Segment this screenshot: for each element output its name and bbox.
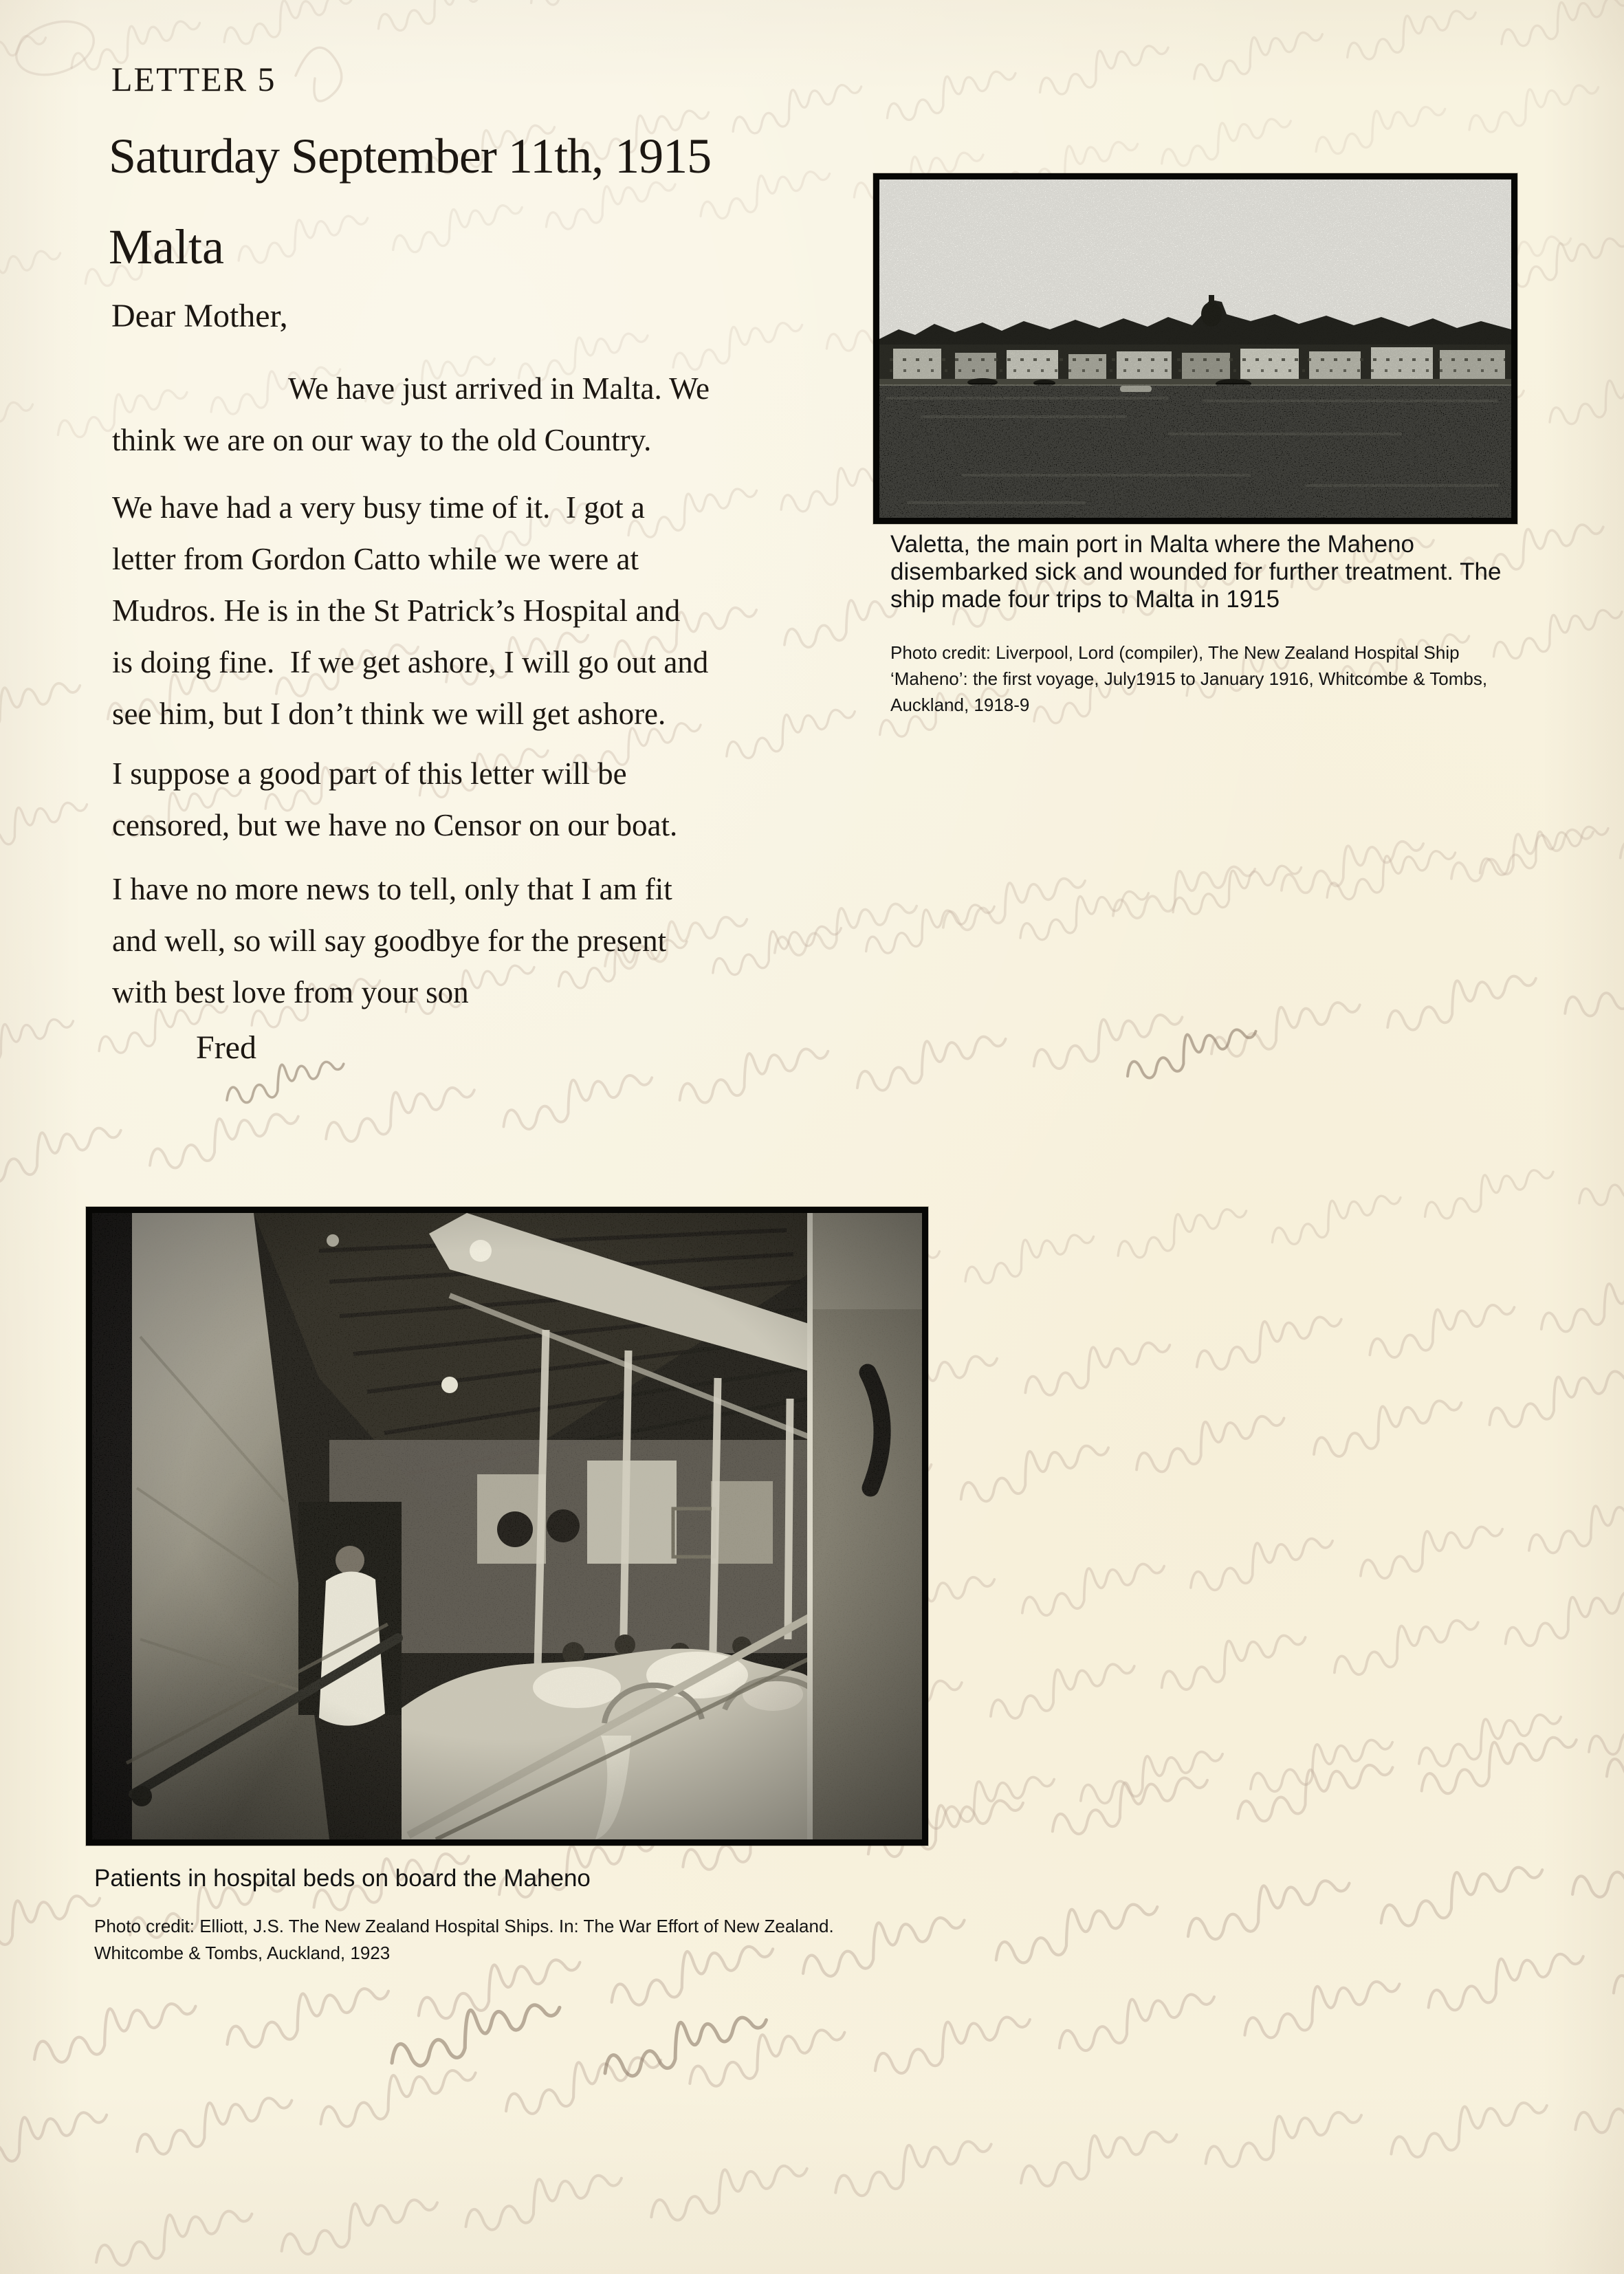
valetta-harbour-image xyxy=(879,179,1511,518)
photo-valetta-caption: Valetta, the main port in Malta where the Maheno disembarked sick and wounded for further treatment. The ship made four trips to Malta in 1915 xyxy=(890,531,1502,613)
photo-valetta-credit: Photo credit: Liverpool, Lord (compiler), The New Zealand Hospital Ship ‘Maheno’: the first voyage, July1915 to January 1916, Whitcombe & Tombs, Auckland, 1918-9 xyxy=(890,642,1488,715)
letter-signature: Fred xyxy=(196,1029,256,1066)
letter-line: We have just arrived in Malta. We xyxy=(288,371,710,406)
photo-ward-credit: Photo credit: Elliott, J.S. The New Zealand Hospital Ships. In: The War Effort of New Zealand. Whitcombe & Tombs, Auckland, 1923 xyxy=(94,1916,834,1963)
letter-paragraph-2 xyxy=(112,482,708,740)
letter-line: with best love from your son xyxy=(112,975,469,1009)
letter-line: think we are on our way to the old Country. xyxy=(112,423,652,457)
letter-line: is doing fine. If we get ashore, I will go out and xyxy=(112,645,709,679)
hospital-ward-image xyxy=(92,1213,922,1839)
letter-paragraph-1 xyxy=(112,363,710,466)
photo-ward-caption: Patients in hospital beds on board the Maheno xyxy=(94,1865,591,1892)
letter-paragraph-4 xyxy=(112,864,672,1018)
letter-line: We have had a very busy time of it. I got a xyxy=(112,490,645,525)
sea-grain xyxy=(879,384,1511,518)
photo-valetta-harbour xyxy=(873,173,1517,524)
letter-line: letter from Gordon Catto while we were at xyxy=(112,542,639,576)
letter-line: and well, so will say goodbye for the present xyxy=(112,923,667,958)
letter-paragraph-3 xyxy=(112,748,677,851)
letter-line: Mudros. He is in the St Patrick’s Hospital and xyxy=(112,593,681,628)
letter-line: censored, but we have no Censor on our boat. xyxy=(112,808,678,842)
letter-date-heading: Saturday September 11th, 1915 xyxy=(109,129,712,184)
letter-line: see him, but I don’t think we will get ashore. xyxy=(112,697,666,731)
sky-grain xyxy=(879,179,1511,383)
letter-location-heading: Malta xyxy=(109,219,224,274)
letter-number-label: LETTER 5 xyxy=(111,60,276,98)
photo-hospital-ward xyxy=(86,1207,928,1846)
letter-salutation: Dear Mother, xyxy=(111,298,288,334)
vignette xyxy=(92,1213,922,1839)
letter-line: I have no more news to tell, only that I am fit xyxy=(112,872,672,906)
letter-line: I suppose a good part of this letter will be xyxy=(112,756,627,791)
